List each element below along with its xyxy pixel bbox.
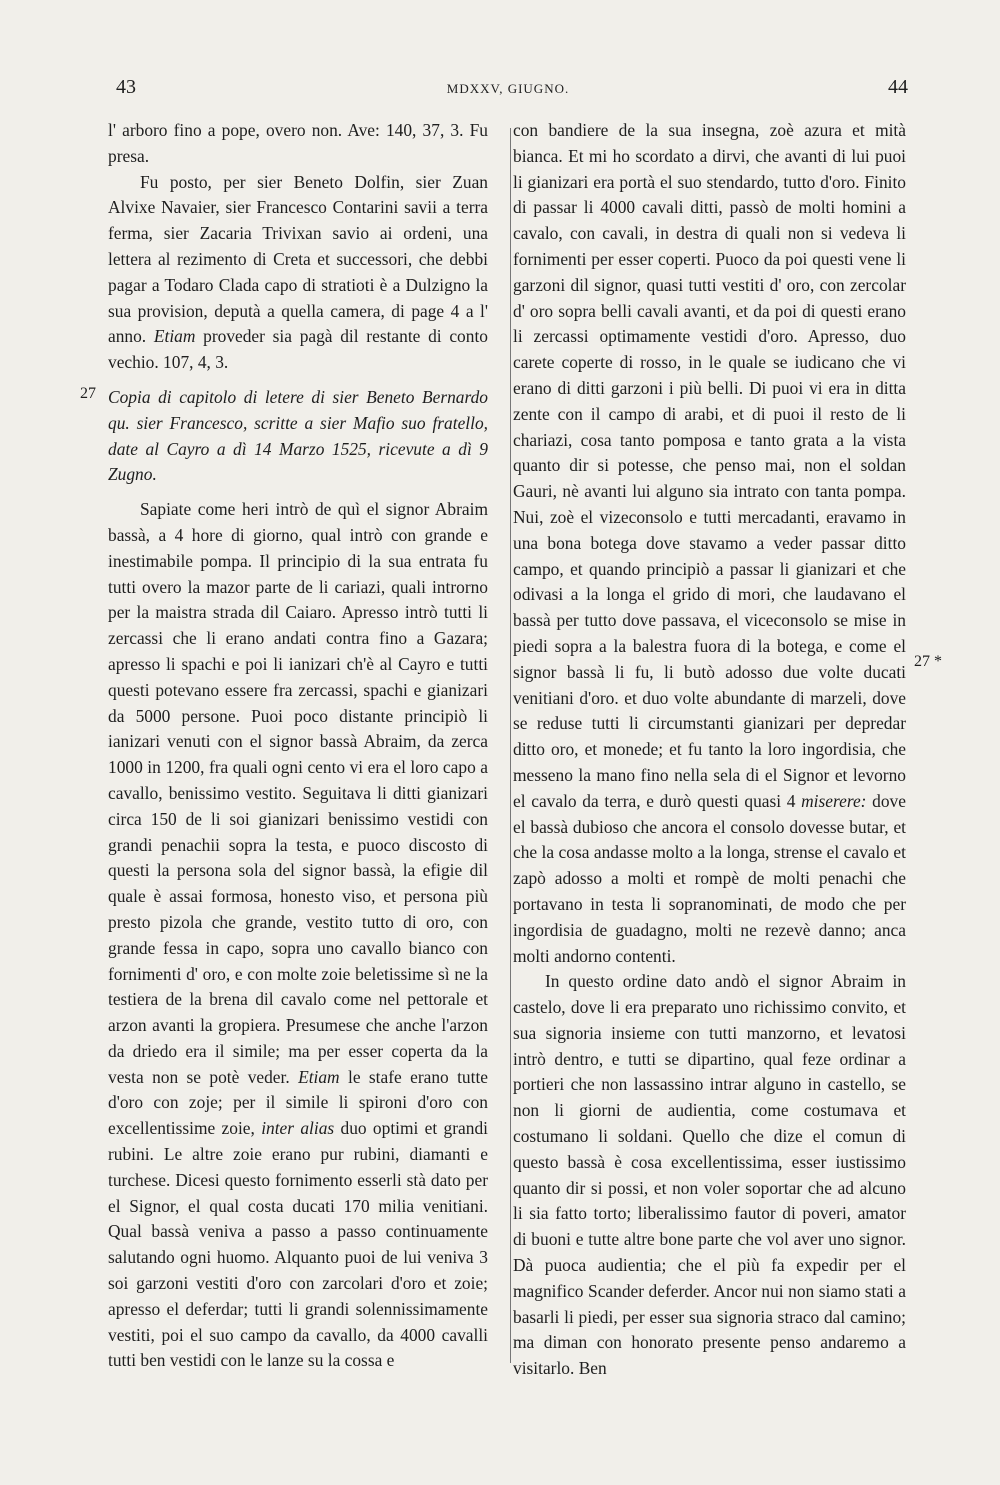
letter-heading: Copia di capitolo di letere di sier Beneto Bernardo qu. sier Francesco, scritte a sier Mafio suo fratello, date al Cayro a dì 14 Marzo 1525, ricevute a dì 9 Zugno. (108, 386, 488, 485)
paragraph: In questo ordine dato andò el signor Abraim in castelo, dove li era preparato uno richissimo convito, et sua signoria insieme con tutti manzorno, et levatosi intrò dentro, e tutti se dipartino, qual feze ordinar a portieri che non lassassino intrar alguno in castello, se non li giorni de audientia, come costumava et costumano li soldani. Quello che dize el comun di questo bassà è cosa excellentissima, esser iustissimo quanto dir si possi, et non voler soportar che ad alcuno li sia fatto torto; liberalissimo fautor di poveri, amator di buoni e tutte altre bone parte che vol aver uno signor. Dà puoca audientia; che el più fa expedir per el magnifico Scander deferder. Ancor nui non siamo stati a basarli li piedi, per esser sua signoria straco dal camino; ma diman con honorato presente penso andaremo a visitarlo. Ben (513, 971, 906, 1379)
running-title: MDXXV, GIUGNO. (446, 81, 570, 96)
margin-note-right: 27 * (914, 653, 942, 670)
page-number-left: 43 (116, 76, 136, 98)
right-column (513, 118, 906, 1382)
page-header (108, 76, 908, 106)
column-divider (510, 128, 511, 1363)
paragraph: Fu posto, per sier Beneto Dolfin, sier Zuan Alvixe Navaier, sier Francesco Contarini savii a terra ferma, sier Zacaria Trivixan savio ai ordeni, una lettera al rezimento di Creta et successori, che debbi pagar a Todaro Clada capo di stratioti è a Dulzigno la sua provision, deputà a quella camera, di page 4 a l' anno. Etiam proveder sia pagà dil restante di conto vechio. 107, 4, 3. (108, 171, 488, 373)
paragraph: Sapiate come heri intrò de quì el signor Abraim bassà, a 4 hore di giorno, qual intrò con grande e inestimabile pompa. Il principio di la sua entrata fu tutti overo la mazor parte de li cariazi, quali introrno per la maistra strada dil Caiaro. Apresso intrò tutti li zercassi che li erano andati contra fino a Gazara; apresso li spachi e poi li ianizari ch'è al Cayro e tutti questi potevano essere fra zercassi, spachi e gianizari da 5000 persone. Puoi poco distante principiò li ianizari venuti con el signor bassà Abraim, da zerca 1000 in 1200, fra quali ogni cento vi era el loro capo a cavallo, benissimo vestito. Seguitava li ditti gianizari circa 150 de li soi gianizari benissimo vestidi con grandi penachii sopra la testa, e puoco discosto di questi la persona sola del signor bassà, la efigie dil quale è assai formosa, honesto viso, et persona più presto pizola che grande, vestito tutto di oro, con grande fessa in capo, sopra uno cavallo bianco con fornimenti d' oro, e con molte zoie beletissime sì ne la testiera de la brena dil cavalo come nel pettorale et arzon avanti la gropiera. Presumese che anche l'arzon da driedo era il simile; ma per esser coperta da la vesta non se potè veder. Etiam le stafe erano tutte d'oro con zoje; per il simile li spironi d'oro con excellentissime zoie, inter alias duo optimi et grandi rubini. Le altre zoie erano pur rubini, diamanti e turchese. Dicesi questo fornimento esserli stà dato per el Signor, el qual costa ducati 170 milia venitiani. Qual bassà veniva a passo a passo continuamente salutando ogni huomo. Alquanto puoi de lui veniva 3 soi garzoni vestiti d'oro con zarcolari d'oro et zoie; apresso el deferdar; tutti li grandi solennissimamente vestiti, poi el suo campo da cavallo, da 4000 cavalli tutti ben vestidi con le lanze su la cossa e (108, 499, 488, 1371)
page-number-right: 44 (888, 76, 908, 98)
paragraph: l' arboro fino a pope, overo non. Ave: 140, 37, 3. Fu presa. (108, 120, 488, 166)
paragraph: con bandiere de la sua insegna, zoè azura et mità bianca. Et mi ho scordato a dirvi, che avanti di lui puoi li gianizari era portà el suo stendardo, tutto d'oro. Finito di passar li 4000 cavali ditti, passò de molti homini a cavalo, con cavali, in destra di quali non si vedeva li fornimenti per esser coperti. Puoco da poi questi vene li garzoni dil signor, quasi tutti vestiti d' oro, con zercolar d' oro sopra belli cavali avanti, et da poi di questi erano li zercassi optimamente vestidi d'oro. Apresso, duo carete coperte di rosso, in le quale se iudicano che vi erano di ditti garzoni i più belli. Di puoi vi era in ditta zente con il campo di arabi, et di puoi il resto de li chariazi, cosa tanto pomposa e tanto grata a la vista quanto dir si potesse, che penso mai, non el soldan Gauri, nè avanti lui alguno sia intrato con tanta pompa. Nui, zoè el vizeconsolo e tutti mercadanti, eravamo in una bona botega dove stavamo a veder passar ditto campo, et quando principiò a passar li gianizari et che odivasi a la longa el grido di mori, che laudavano el bassà per tutto dove passava, el viceconsolo se mise in piedi sopra a la balestra fuora di la botega, e come el signor bassà li fu, li butò adosso due volte ducati venitiani d'oro. et duo volte abundante di marzeli, dove se reduse tutti li circumstanti gianizari per depredar ditto oro, et monede; et fu tanto la loro ingordisia, che messeno la mano fino nella sela di el Signor et levorno el cavalo da terra, e durò questi quasi 4 miserere: dove el bassà dubioso che ancora el consolo dovesse butar, et che la cosa andasse molto a la longa, strense el cavalo et zapò adosso a molti et rompè de molti penachi che portavano in testa li sopranominati, de modo che per ingordisia de guadagno, molti ne rezevè danno; anca molti andorno contenti. (513, 120, 906, 966)
left-column (108, 118, 488, 1374)
margin-note-left: 27 (80, 385, 96, 402)
